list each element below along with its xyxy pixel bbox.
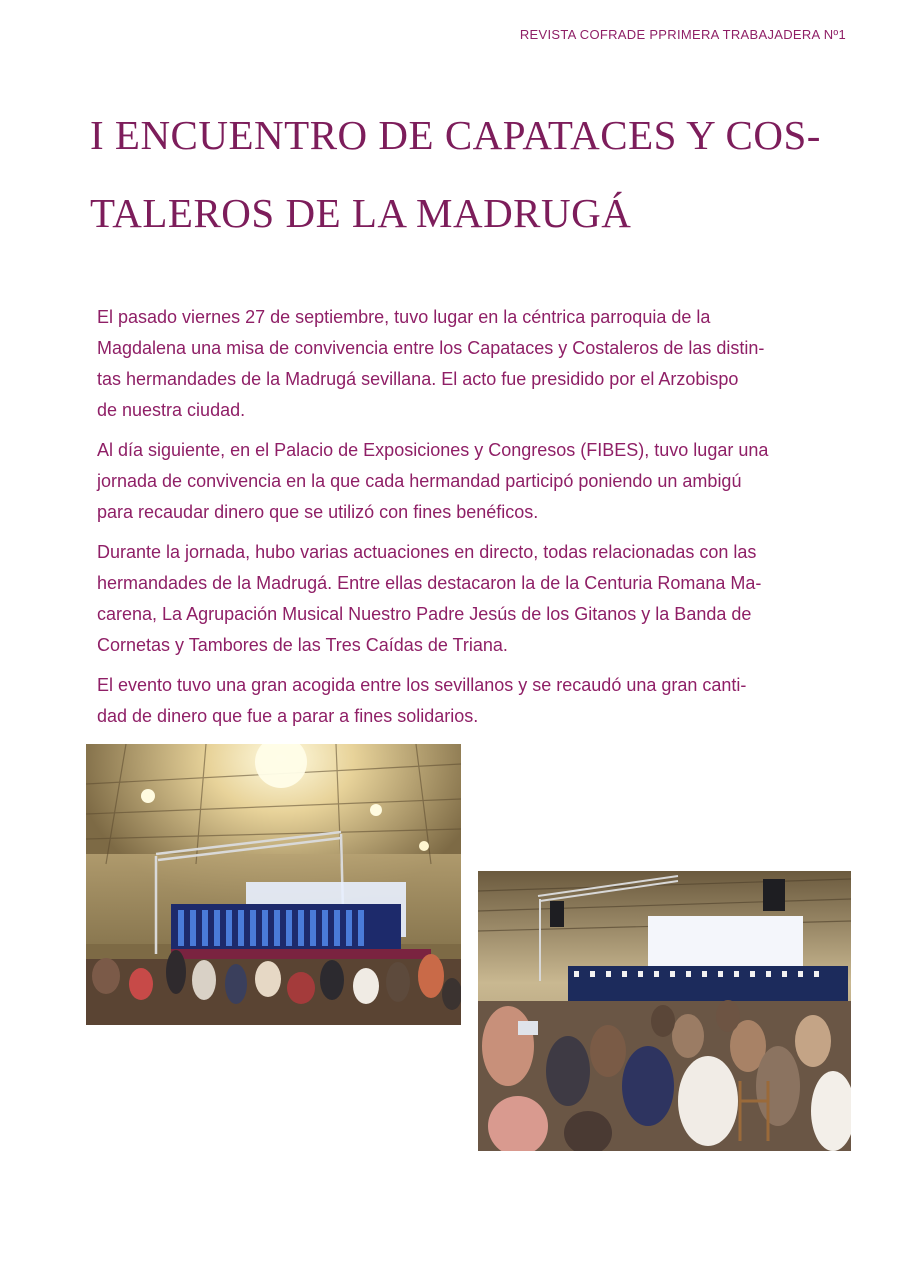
paragraph-line: para recaudar dinero que se utilizó con fines benéficos.: [97, 502, 539, 522]
paragraph-line: Magdalena una misa de convivencia entre los Capataces y Costaleros de las distin-: [97, 338, 765, 358]
paragraph-line: El evento tuvo una gran acogida entre los sevillanos y se recaudó una gran canti-: [97, 675, 747, 695]
paragraph-line: Al día siguiente, en el Palacio de Exposiciones y Congresos (FIBES), tuvo lugar una: [97, 440, 769, 460]
paragraph-1: [97, 302, 809, 426]
article-title-line-1: I ENCUENTRO DE CAPATACES Y COS-: [90, 112, 821, 158]
event-photo-audience-image: [478, 871, 851, 1151]
event-photo-stage: [86, 744, 461, 1025]
event-photo-audience: [478, 871, 851, 1151]
running-header: REVISTA COFRADE PPRIMERA TRABAJADERA Nº1: [519, 27, 846, 42]
article-title: [90, 96, 850, 252]
paragraph-line: de nuestra ciudad.: [97, 400, 246, 420]
paragraph-line: tas hermandades de la Madrugá sevillana. El acto fue presidido por el Arzobispo: [97, 369, 739, 389]
article-title-line-2: TALEROS DE LA MADRUGÁ: [90, 190, 632, 236]
paragraph-3: [97, 537, 809, 661]
paragraph-line: Cornetas y Tambores de las Tres Caídas de Triana.: [97, 635, 508, 655]
article-body: [97, 302, 809, 741]
paragraph-line: carena, La Agrupación Musical Nuestro Padre Jesús de los Gitanos y la Banda de: [97, 604, 752, 624]
event-photo-stage-image: [86, 744, 461, 1025]
paragraph-line: dad de dinero que fue a parar a fines solidarios.: [97, 706, 479, 726]
paragraph-line: jornada de convivencia en la que cada hermandad participó poniendo un ambigú: [97, 471, 742, 491]
paragraph-2: [97, 435, 809, 528]
paragraph-4: [97, 670, 809, 732]
paragraph-line: Durante la jornada, hubo varias actuaciones en directo, todas relacionadas con las: [97, 542, 757, 562]
paragraph-line: El pasado viernes 27 de septiembre, tuvo lugar en la céntrica parroquia de la: [97, 307, 711, 327]
paragraph-line: hermandades de la Madrugá. Entre ellas destacaron la de la Centuria Romana Ma-: [97, 573, 762, 593]
